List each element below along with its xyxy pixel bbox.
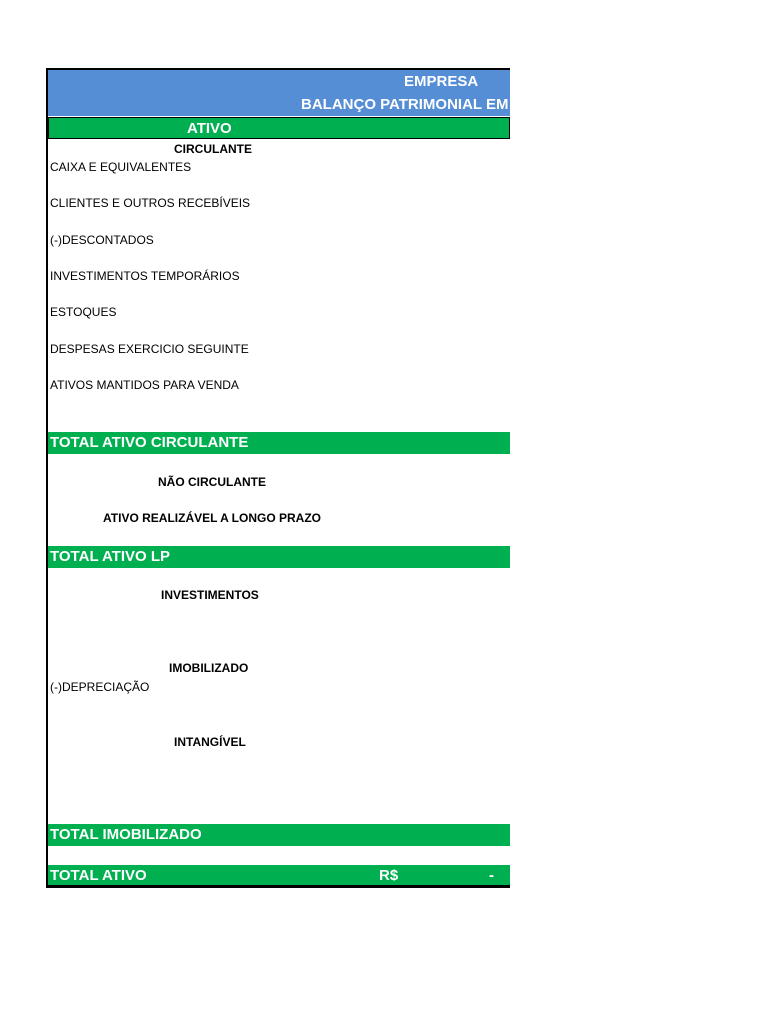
total-ativo-circulante-label: TOTAL ATIVO CIRCULANTE [50,434,249,451]
line-item-ativos-venda: ATIVOS MANTIDOS PARA VENDA [50,378,239,392]
line-item-despesas-exercicio: DESPESAS EXERCICIO SEGUINTE [50,342,249,356]
balance-sheet-title: BALANÇO PATRIMONIAL EM [301,96,509,113]
total-ativo-circulante-row [48,432,510,454]
company-title: EMPRESA [404,73,479,90]
sheet-header [48,70,510,116]
total-imobilizado-row [48,824,510,846]
total-ativo-value: - [489,867,494,884]
total-imobilizado-label: TOTAL IMOBILIZADO [50,826,202,843]
ativo-label: ATIVO [187,120,232,137]
imobilizado-heading: IMOBILIZADO [169,661,249,675]
investimentos-heading: INVESTIMENTOS [161,588,259,602]
circulante-heading: CIRCULANTE [174,142,252,156]
ativo-header [48,117,510,139]
line-item-investimentos-temporarios: INVESTIMENTOS TEMPORÁRIOS [50,269,240,283]
total-ativo-lp-label: TOTAL ATIVO LP [50,548,170,565]
total-ativo-lp-row [48,546,510,568]
total-ativo-row [48,865,510,887]
nao-circulante-heading: NÃO CIRCULANTE [158,475,266,489]
total-ativo-label: TOTAL ATIVO [50,867,147,884]
line-item-clientes: CLIENTES E OUTROS RECEBÍVEIS [50,196,251,210]
balance-sheet [46,68,510,888]
line-item-descontados: (-)DESCONTADOS [50,233,154,247]
total-ativo-currency: R$ [379,867,399,884]
realizavel-lp-heading: ATIVO REALIZÁVEL A LONGO PRAZO [103,511,322,525]
line-item-caixa: CAIXA E EQUIVALENTES [50,160,192,174]
line-item-depreciacao: (-)DEPRECIAÇÃO [50,680,150,694]
line-item-estoques: ESTOQUES [50,305,117,319]
intangivel-heading: INTANGÍVEL [174,735,246,749]
